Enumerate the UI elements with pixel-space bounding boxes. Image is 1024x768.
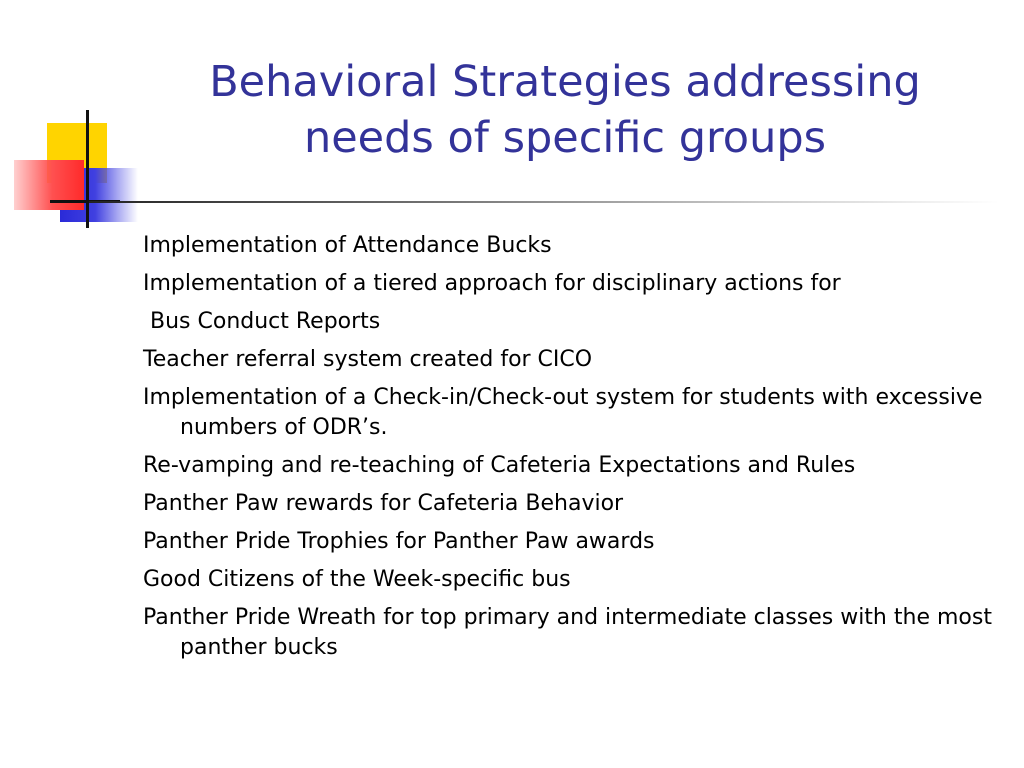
list-item: Panther Pride Trophies for Panther Paw awards <box>143 529 655 554</box>
list-item: Bus Conduct Reports <box>143 309 381 334</box>
slide-title <box>140 54 990 166</box>
list-item: Implementation of a Check-in/Check-out system for students with excessive numbers of ODR’s. <box>143 385 990 440</box>
list-item: Panther Paw rewards for Cafeteria Behavior <box>143 491 624 516</box>
slide-title-line-1: Behavioral Strategies addressing <box>209 57 921 107</box>
list-item: Re-vamping and re-teaching of Cafeteria Expectations and Rules <box>143 453 856 478</box>
list-item: Teacher referral system created for CICO <box>143 347 593 372</box>
slide-title-line-2: needs of specific groups <box>303 113 827 163</box>
list-item: Implementation of a tiered approach for disciplinary actions for <box>143 271 841 296</box>
list-item: Panther Pride Wreath for top primary and intermediate classes with the most panther bucks <box>143 605 999 660</box>
title-divider <box>89 201 999 203</box>
bullet-list <box>143 231 1003 671</box>
list-item: Implementation of Attendance Bucks <box>143 233 552 258</box>
list-item: Good Citizens of the Week-specific bus <box>143 567 571 592</box>
ornament-vertical-line <box>86 110 89 228</box>
